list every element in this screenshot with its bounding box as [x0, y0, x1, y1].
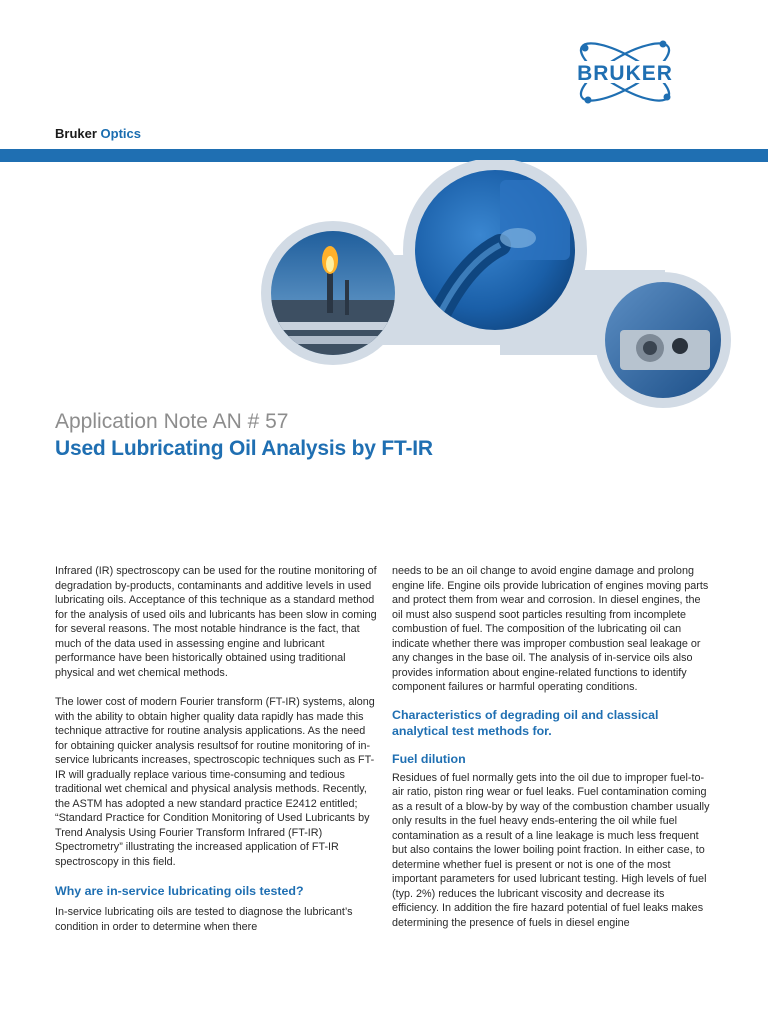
brand-line — [55, 126, 141, 141]
paragraph-why-tested-part2: needs to be an oil change to avoid engine damage and prolong engine life. Engine oils provide lubrication of engines moving parts and protect them from wear and corrosion. In diesel engines, the oil must also suspend soot particles resulting from incomplete combustion of fuel. The composition of the lubricating oil can indicate whether there was improper combustion seal leakage or any changes in the base oil. The analysis of in-service oils also provides information about engine-related functions to identify component failures or harmful operating conditions. — [392, 565, 709, 693]
bruker-logo — [550, 30, 700, 115]
column-right — [392, 564, 714, 930]
brand-division: Optics — [100, 126, 142, 141]
brand-name: Bruker — [55, 126, 97, 141]
paragraph-intro: Infrared (IR) spectroscopy can be used for the routine monitoring of degradation by-products, contaminants and additive levels in used lubricating oils. Acceptance of this technique as a standard method for the analysis of used oils and lubricants has been slow in coming for several reasons. The most notable hindrance is the fact, that much of the data used in assessing engine and lubricant performance have been historically obtained using traditional physical and wet chemical methods. — [55, 565, 377, 679]
application-note-number: Application Note AN # 57 — [55, 410, 289, 433]
paragraph-why-tested-part1: In-service lubricating oils are tested to diagnose the lubricant’s condition in order to determine when there — [55, 906, 353, 933]
heading-characteristics: Characteristics of degrading oil and classical analytical test methods for. — [392, 707, 659, 738]
logo-wordmark: BRUKER — [577, 62, 673, 85]
document-title: Used Lubricating Oil Analysis by FT-IR — [55, 437, 433, 460]
paragraph-ftir: The lower cost of modern Fourier transform (FT-IR) systems, along with the ability to obtain higher quality data rapidly has made this technique attractive for routine analysis applications. As the need for obtaining quicker analysis resultsof for routine monitoring of in-service lubricants increases, spectroscopic techniques such as FT-IR will gradually replace various time-consuming and tedious traditional wet chemical and physical analysis methods. Recently, the ASTM has adopted a new standard practice E2412 entitled; “Standard Practice for Condition Monitoring of Used Lubricants by Trend Analysis Using Fourier Transform Infrared (FT-IR) Spectrometry” illustrating the increased application of FT-IR spectroscopy in this field. — [55, 696, 375, 868]
heading-why-tested: Why are in-service lubricating oils tested? — [55, 884, 304, 898]
ftir-sample-cell-image — [605, 282, 721, 398]
hero-image-cluster — [250, 160, 768, 420]
heading-fuel-dilution: Fuel dilution — [392, 751, 466, 766]
paragraph-fuel-dilution: Residues of fuel normally gets into the oil due to improper fuel-to-air ratio, piston ring wear or fuel leaks. Fuel contamination coming as a result of a blow-by by way of the combustion chamber usually only results in the fuel heavy ends-entering the oil while fuel contamination as a result of a line leakage is much less frequent but also contains the lower boiling point fraction. In either case, to determine whether fuel is present or not is one of the most important parameters for used lubricant testing. High levels of fuel (typ. 2%) reduces the lubricant viscosity and decrease its efficiency. In addition the fire hazard potential of fuel leaks makes determining the presence of fuels in diesel engine — [392, 771, 710, 929]
column-left — [55, 564, 377, 934]
